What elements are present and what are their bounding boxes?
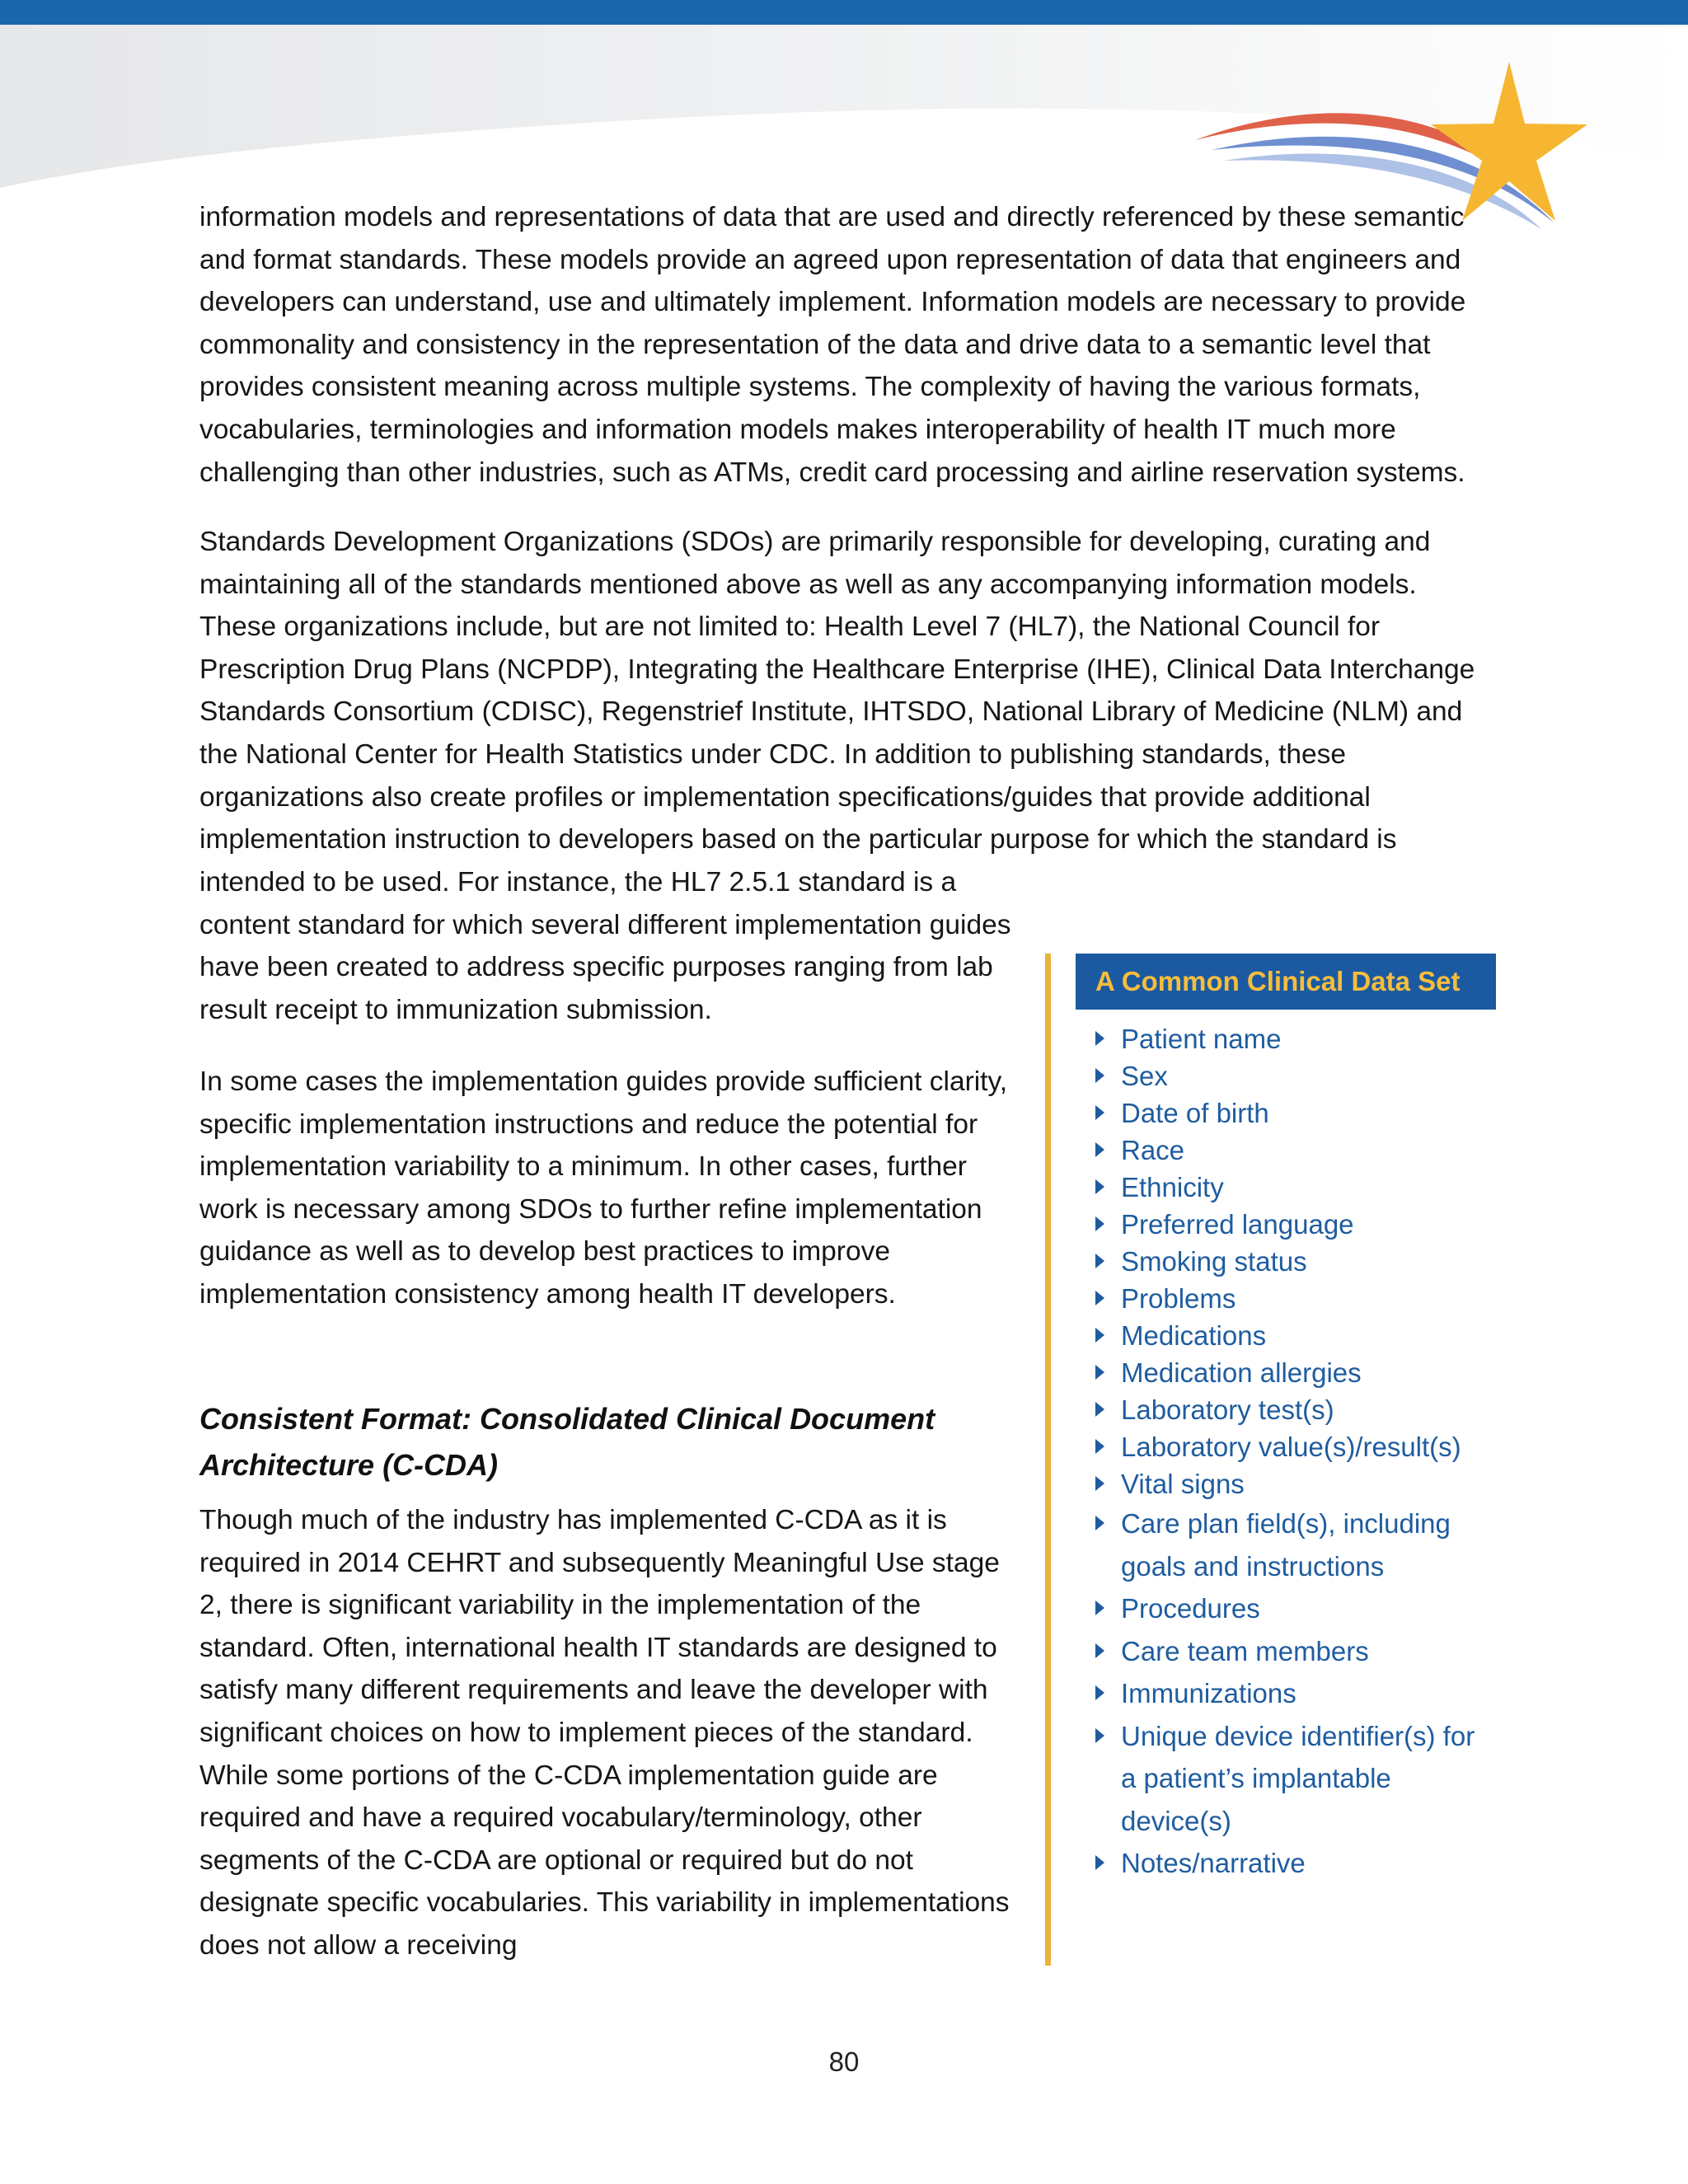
list-item	[1076, 1842, 1496, 1885]
body-paragraph: information models and representations of data that are used and directly referenced by these semantic and format standards. These models provide an agreed upon representation of data that engineers and developers can understand, use and ultimately implement. Information models are necessary to provide commonality and consistency in the representation of the data and drive data to a semantic level that provides consistent meaning across multiple systems. The complexity of having the various formats, vocabularies, terminologies and information models makes interoperability of health IT much more challenging than other industries, such as ATMs, credit card processing and airline reservation systems.	[199, 202, 1466, 488]
bullet-triangle-icon	[1095, 1031, 1104, 1046]
list-item-label: Unique device identifier(s) for a patient’s implantable device(s)	[1121, 1720, 1475, 1836]
gray-swoosh	[0, 25, 1688, 188]
list-item-label: Care team members	[1121, 1635, 1369, 1666]
bullet-triangle-icon	[1095, 1476, 1104, 1491]
list-item	[1076, 1206, 1496, 1243]
bullet-triangle-icon	[1095, 1142, 1104, 1157]
bullet-triangle-icon	[1095, 1179, 1104, 1194]
bullet-triangle-icon	[1095, 1855, 1104, 1870]
list-item-label: Immunizations	[1121, 1678, 1296, 1708]
section-heading: Consistent Format: Consolidated Clinical Document Architecture (C-CDA)	[199, 1402, 935, 1482]
list-item-label: Procedures	[1121, 1593, 1260, 1624]
list-item-label: Date of birth	[1121, 1098, 1269, 1128]
list-item-label: Patient name	[1121, 1024, 1282, 1054]
list-item	[1076, 1354, 1496, 1391]
list-item-label: Medication allergies	[1121, 1357, 1362, 1388]
bullet-triangle-icon	[1095, 1328, 1104, 1343]
bullet-triangle-icon	[1095, 1643, 1104, 1658]
sidebar-title: A Common Clinical Data Set	[1076, 954, 1496, 1010]
bullet-triangle-icon	[1095, 1216, 1104, 1231]
bullet-triangle-icon	[1095, 1601, 1104, 1615]
body-paragraph: intended to be used. For instance, the HL7 2.5.1 standard is a content standard for which several different implementation guides have been created to address specific purposes ranging from lab result receipt to immunization submission.	[199, 867, 1011, 1025]
list-item-label: Notes/narrative	[1121, 1848, 1306, 1878]
bullet-triangle-icon	[1095, 1439, 1104, 1454]
body-paragraph: Though much of the industry has implemented C-CDA as it is required in 2014 CEHRT and subsequently Meaningful Use stage 2, there is significant variability in the implementation of the standard. Often, international health IT standards are designed to satisfy many different requirements and leave the developer with significant choices on how to implement pieces of the standard. While some portions of the C-CDA implementation guide are required and have a required vocabulary/terminology, other segments of the C-CDA are optional or required but do not designate specific vocabularies. This variability in implementations does not allow a receiving	[199, 1505, 1010, 1961]
list-item	[1076, 1715, 1496, 1843]
list-item	[1076, 1428, 1496, 1465]
bullet-triangle-icon	[1095, 1291, 1104, 1305]
list-item	[1076, 1169, 1496, 1206]
list-item-label: Vital signs	[1121, 1469, 1245, 1499]
list-item-label: Race	[1121, 1135, 1185, 1165]
bullet-triangle-icon	[1095, 1402, 1104, 1417]
list-item-label: Laboratory value(s)/result(s)	[1121, 1432, 1461, 1462]
list-item-label: Laboratory test(s)	[1121, 1394, 1334, 1425]
list-item-label: Problems	[1121, 1283, 1236, 1314]
list-item	[1076, 1391, 1496, 1428]
list-item-label: Sex	[1121, 1061, 1168, 1091]
body-paragraph: Standards Development Organizations (SDOs) are primarily responsible for developing, curating and maintaining all of the standards mentioned above as well as any accompanying information models. These organizations include, but are not limited to: Health Level 7 (HL7), the National Council for Prescription Drug Plans (NCPDP), Integrating the Healthcare Enterprise (IHE), Clinical Data Interchange Standards Consortium (CDISC), Regenstrief Institute, IHTSDO, National Library of Medicine (NLM) and the National Center for Health Statistics under CDC. In addition to publishing standards, these organizations also create profiles or implementation specifications/guides that provide additional implementation instruction to developers based on the particular purpose for which the standard is	[199, 527, 1475, 855]
bullet-triangle-icon	[1095, 1068, 1104, 1083]
list-item	[1076, 1243, 1496, 1280]
page-number: 80	[828, 2046, 860, 2077]
list-item	[1076, 1672, 1496, 1715]
list-item	[1076, 1502, 1496, 1587]
bullet-triangle-icon	[1095, 1728, 1104, 1743]
list-item-label: Medications	[1121, 1320, 1267, 1351]
list-item	[1076, 1132, 1496, 1169]
bullet-triangle-icon	[1095, 1105, 1104, 1120]
list-item	[1076, 1630, 1496, 1673]
list-item	[1076, 1280, 1496, 1317]
bullet-triangle-icon	[1095, 1365, 1104, 1380]
list-item-label: Smoking status	[1121, 1246, 1307, 1277]
list-item	[1076, 1587, 1496, 1630]
list-item	[1076, 1057, 1496, 1094]
list-item	[1076, 1465, 1496, 1502]
list-item-label: Preferred language	[1121, 1209, 1354, 1240]
list-item-label: Care plan field(s), including goals and instructions	[1121, 1508, 1451, 1582]
bullet-triangle-icon	[1095, 1685, 1104, 1700]
bullet-triangle-icon	[1095, 1516, 1104, 1530]
body-paragraph: In some cases the implementation guides provide sufficient clarity, specific implementation instructions and reduce the potential for implementation variability to a minimum. In other cases, further work is necessary among SDOs to further refine implementation guidance as well as to develop best practices to improve implementation consistency among health IT developers.	[199, 1066, 1008, 1310]
header-band	[0, 0, 1688, 25]
list-item-label: Ethnicity	[1121, 1172, 1224, 1202]
list-item	[1076, 1020, 1496, 1057]
sidebar-list	[1076, 1020, 1496, 1885]
list-item	[1076, 1094, 1496, 1132]
bullet-triangle-icon	[1095, 1254, 1104, 1268]
list-item	[1076, 1317, 1496, 1354]
sidebar-accent-rule	[1045, 954, 1051, 1966]
